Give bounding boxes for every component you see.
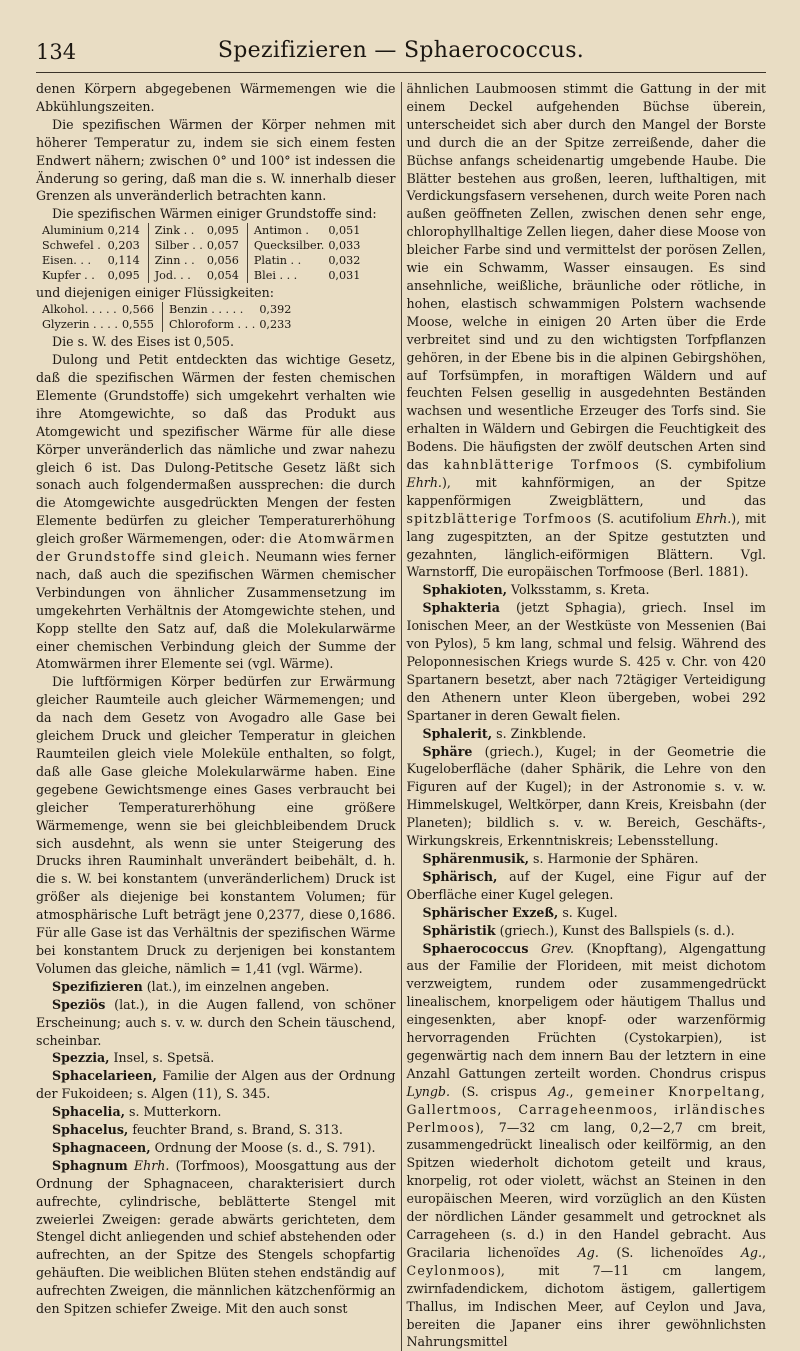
entry-text: (griech.), Kugel; in der Geometrie die Kugeloberfläche (daher Sphärik, die Lehre von den Figuren auf der Kugel); in der Astronomie s. v. w. Himmelskugel, Weltkörper, dann Kreis, Kreisbahn (der Planeten); bildlich s. v. w. Bereich, Geschäfts-, Wirkungskreis, Erkenntniskreis; Lebensstellung. — [407, 744, 767, 849]
entry-sphärenmusik — [407, 850, 767, 868]
table-cell: Platin . . — [247, 253, 328, 268]
entry-sphäristik — [407, 922, 767, 940]
table-cell: 0,566 — [122, 302, 163, 317]
table-cell: Chloroform . . . — [162, 317, 259, 332]
spaced-emphasis: Ceylonmoos — [407, 1263, 497, 1278]
table-cell: Zinn . . — [148, 253, 207, 268]
entry-text: , — [762, 1245, 766, 1260]
table-cell: 0,057 — [207, 238, 248, 253]
author-abbrev: Ag. — [741, 1245, 762, 1260]
author-abbrev: Ehrh. — [696, 511, 731, 526]
table-cell: Aluminium — [42, 223, 108, 238]
paragraph — [407, 80, 767, 581]
text-run: (S. cymbifolium — [640, 457, 766, 472]
entry-text: s. Zinkblende. — [492, 726, 586, 741]
entry-sphalerit — [407, 725, 767, 743]
entry-sphagnaceen — [36, 1139, 396, 1157]
text-run: ), mit kahnförmigen, an der Spitze kappenförmigen Zweigblättern, und das — [407, 475, 767, 508]
table-cell: Eisen. . . — [42, 253, 108, 268]
entry-speziös — [36, 996, 396, 1050]
headword: Sphagnaceen, — [52, 1140, 151, 1155]
text-run: (S. acutifolium — [592, 511, 696, 526]
entry-text: (lat.), in die Augen fallend, von schöner Erscheinung; auch s. v. w. durch den Schein täuschend, scheinbar. — [36, 997, 396, 1048]
headword: Speziös — [52, 997, 105, 1012]
two-column-body — [36, 80, 766, 1351]
table-cell: 0,392 — [259, 302, 295, 317]
text-run: ), mit lang zugespitzten, an der Spitze gestutzten und gezahnten, länglich-eiförmigen Blättern. Vgl. Warnstorff, Die europäischen Torfmoose (Berl. 1881). — [407, 511, 767, 580]
headword: Sphakioten, — [423, 582, 508, 597]
specific-heat-elements-table — [42, 223, 364, 283]
table-cell: 0,214 — [108, 223, 149, 238]
table-cell: 0,095 — [108, 268, 149, 283]
table-cell: 0,054 — [207, 268, 248, 283]
spaced-emphasis: kahnblätterige Torfmoos — [444, 457, 640, 472]
entry-text: (griech.), Kunst des Ballspiels (s. d.). — [496, 923, 735, 938]
table-cell: 0,056 — [207, 253, 248, 268]
header-rule — [36, 72, 766, 73]
text-run: ähnlichen Laubmoosen stimmt die Gattung in der mit einem Deckel aufgehenden Büchse überein, unterscheidet sich aber durch den Mangel der Borste und durch die an der Spitze zerreißende, daher die Büchse anfangs scheidenartig umgebende Haube. Die Blätter bestehen aus großen, leeren, lufthaltigen, mit Verdickungsfasern versehenen, durch weite Poren nach außen geöffneten Zellen, zwischen denen sehr enge, chlorophyllhaltige Zellen liegen, daher diese Moose von bleicher Farbe sind und vermittelst der porösen Zellen, wie ein Schwamm, Wasser einsaugen. Es sind ansehnliche, weißliche, bräunliche oder rötliche, in hohen, elastisch schwammigen Polstern wachsende Moose, welche in einigen 20 Arten über die Erde verbreitet sind und zu den wichtigsten Torfpflanzen gehören, in der Ebene bis in die alpinen Gebirgshöhen, auf Torfsümpfen, in moraftigen Wäldern und auf feuchten Felsen gesellig in ausgedehnten Beständen wachsen und wesentliche Erzeuger des Torfs sind. Sie erhalten in Wäldern und Gebirgen die Feuchtigkeit des Bodens. Die häufigsten der zwölf deutschen Arten sind das — [407, 81, 767, 472]
page-header — [36, 36, 766, 74]
table-cell: Antimon . — [247, 223, 328, 238]
table-cell: 0,032 — [328, 253, 364, 268]
entry-spezifizieren — [36, 978, 396, 996]
entry-text: (S. lichenoïdes — [599, 1245, 741, 1260]
paragraph: Die spezifischen Wärmen einiger Grundstoffe sind: — [36, 205, 396, 223]
entry-text: s. Mutterkorn. — [125, 1104, 221, 1119]
entry-text: Familie der Algen aus der Ordnung der Fukoideen; s. Algen (11), S. 345. — [36, 1068, 396, 1101]
author-abbrev: Grev. — [528, 941, 574, 956]
entry-text: s. Kugel. — [558, 905, 617, 920]
column-divider — [401, 82, 402, 1351]
entry-text: ), mit 7—11 cm langem, zwirnfadendickem, dichotom ästigem, gallertigem Thallus, im Indischen Meer, auf Ceylon und Java, bereiten die Japaner eins ihrer gewöhnlichsten Nahrungsmittel — [407, 1263, 767, 1350]
headword: Sphalerit, — [423, 726, 493, 741]
paragraph: und diejenigen einiger Flüssigkeiten: — [36, 284, 396, 302]
headword: Sphakteria — [423, 600, 500, 615]
table-cell: 0,051 — [328, 223, 364, 238]
left-column — [36, 80, 396, 1351]
entry-text: , — [570, 1084, 586, 1099]
table-cell: Blei . . . — [247, 268, 328, 283]
headword: Sphäristik — [423, 923, 496, 938]
entry-sphacelarieen — [36, 1067, 396, 1103]
table-cell: 0,031 — [328, 268, 364, 283]
author-abbrev: Ag. — [578, 1245, 599, 1260]
entry-text: feuchter Brand, s. Brand, S. 313. — [128, 1122, 343, 1137]
table-cell: Benzin . . . . . — [162, 302, 259, 317]
table-cell: Zink . . — [148, 223, 207, 238]
author-abbrev: Ehrh. — [407, 475, 442, 490]
paragraph: Die s. W. des Eises ist 0,505. — [36, 333, 396, 351]
entry-sphakteria — [407, 599, 767, 724]
entry-text: (Torfmoos), Moosgattung aus der Ordnung der Sphagnaceen, charakterisiert durch aufrechte, cylindrische, beblätterte Stengel mit zweierlei Zweigen: gerade abwärts gerichteten, dem Stengel dicht anliegenden und schief abstehenden oder aufrechten, an der Spitze des Stengels schopfartig gehäuften. Die weiblichen Blüten stehen endständig auf aufrechten Zweigen, die männlichen kätzchenförmig an den Spitzen schiefer Zweige. Mit den auch sonst — [36, 1158, 396, 1316]
entry-spezzia — [36, 1049, 396, 1067]
headword: Sphärenmusik, — [423, 851, 530, 866]
entry-sphacelus — [36, 1121, 396, 1139]
entry-text: s. Harmonie der Sphären. — [529, 851, 699, 866]
table-row — [42, 317, 295, 332]
table-cell: 0,095 — [207, 223, 248, 238]
table-row — [42, 268, 364, 283]
table-row — [42, 302, 295, 317]
entry-sphäre — [407, 743, 767, 850]
entry-text: Insel, s. Spetsä. — [110, 1050, 215, 1065]
table-cell: Alkohol. . . . . — [42, 302, 122, 317]
table-cell: Schwefel . — [42, 238, 108, 253]
right-column — [407, 80, 767, 1351]
entry-text: (lat.), im einzelnen angeben. — [143, 979, 330, 994]
entry-text: ), 7—32 cm lang, 0,2—2,7 cm breit, zusammengedrückt linealisch oder keilförmig, an den Spitzen wiederholt dichotom geteilt und kraus, knorpelig, rot oder violett, wächst an Steinen in den europäischen Meeren, wird vorzüglich an den Küsten der nördlichen Länder gesammelt und getrocknet als Carrageheen (s. d.) in den Handel gebracht. Aus Gracilaria lichenoïdes — [407, 1120, 767, 1260]
table-cell: Silber . . — [148, 238, 207, 253]
table-row — [42, 238, 364, 253]
table-row — [42, 223, 364, 238]
entry-text: (jetzt Sphagia), griech. Insel im Ionischen Meer, an der Westküste von Messenien (Bai von Pylos), 5 km lang, schmal und felsig. Während des Peloponnesischen Kriegs wurde S. 425 v. Chr. von 420 Spartanern besetzt, aber nach 72tägiger Verteidigung den Athenern unter Kleon übergeben, wobei 292 Spartaner in deren Gewalt fielen. — [407, 600, 767, 722]
headword: Sphacelia, — [52, 1104, 125, 1119]
entry-text: auf der Kugel, eine Figur auf der Oberfläche einer Kugel gelegen. — [407, 869, 767, 902]
author-abbrev: Lyngb. — [407, 1084, 451, 1099]
headword: Sphäre — [423, 744, 473, 759]
table-cell: 0,233 — [259, 317, 295, 332]
entry-sphaerococcus — [407, 940, 767, 1351]
headword: Sphärisch, — [423, 869, 498, 884]
headword: Sphärischer Exzeß, — [423, 905, 559, 920]
table-cell: 0,114 — [108, 253, 149, 268]
headword: Spezifizieren — [52, 979, 143, 994]
running-title: Spezifizieren — Sphaerococcus. — [36, 38, 766, 63]
table-cell: Quecksilber. — [247, 238, 328, 253]
spaced-emphasis: die Atomwärmen der Grundstoffe sind gleich. — [36, 531, 395, 564]
headword: Sphagnum — [52, 1158, 128, 1173]
spaced-emphasis: gemeiner Knorpeltang, Gallertmoos, Carrageheenmoos, irländisches Perlmoos — [407, 1084, 767, 1135]
page-number: 134 — [36, 40, 76, 64]
table-cell: 0,203 — [108, 238, 149, 253]
entry-sphakioten — [407, 581, 767, 599]
table-cell: 0,555 — [122, 317, 163, 332]
headword: Sphacelus, — [52, 1122, 128, 1137]
table-cell: Kupfer . . — [42, 268, 108, 283]
paragraph: Die luftförmigen Körper bedürfen zur Erwärmung gleicher Raumteile auch gleicher Wärmemengen; und da nach dem Gesetz von Avogadro alle Gase bei gleichem Druck und gleicher Temperatur in gleichen Raumteilen gleich viele Moleküle enthalten, so folgt, daß alle Gase gleiche Molekularwärme haben. Eine gegebene Gewichtsmenge eines Gases verbraucht bei gleicher Temperaturerhöhung eine größere Wärmemenge, wenn sie bei gleichbleibendem Druck sich ausdehnt, als wenn sie unter Steigerung des Drucks ihren Rauminhalt unverändert beibehält, d. h. die s. W. bei konstantem (unveränderlichem) Druck ist größer als diejenige bei konstantem Volumen; für atmosphärische Luft beträgt jene 0,2377, diese 0,1686. Für alle Gase ist das Verhältnis der spezifischen Wärme bei konstantem Druck zu derjenigen bei konstantem Volumen das gleiche, nämlich = 1,41 (vgl. Wärme). — [36, 673, 396, 977]
table-cell: Glyzerin . . . . — [42, 317, 122, 332]
table-cell: Jod. . . — [148, 268, 207, 283]
paragraph — [36, 351, 396, 673]
paragraph: denen Körpern abgegebenen Wärmemengen wie die Abkühlungszeiten. — [36, 80, 396, 116]
author-abbrev: Ehrh. — [128, 1158, 170, 1173]
headword: Sphacelarieen, — [52, 1068, 157, 1083]
entry-sphagnum — [36, 1157, 396, 1318]
headword: Spezzia, — [52, 1050, 110, 1065]
headword: Sphaerococcus — [423, 941, 529, 956]
entry-sphacelia — [36, 1103, 396, 1121]
specific-heat-liquids-table — [42, 302, 295, 332]
text-run: Dulong und Petit entdeckten das wichtige Gesetz, daß die spezifischen Wärmen der festen chemischen Elemente (Grundstoffe) sich umgekehrt verhalten wie ihre Atomgewichte, so daß das Produkt aus Atomgewicht und spezifischer Wärme für alle diese Körper unveränderlich das nämliche und zwar nahezu gleich 6 ist. Das Dulong-Petitsche Gesetz läßt sich sonach auch folgendermaßen aussprechen: die durch die Atomgewichte ausgedrückten Mengen der festen Elemente bedürfen zu gleicher Temperaturerhöhung gleich großer Wärmemengen, oder: — [36, 352, 396, 546]
author-abbrev: Ag. — [548, 1084, 569, 1099]
entry-sphärischer-exzess — [407, 904, 767, 922]
table-row — [42, 253, 364, 268]
entry-text: (S. crispus — [450, 1084, 548, 1099]
entry-sphärisch — [407, 868, 767, 904]
paragraph: Die spezifischen Wärmen der Körper nehmen mit höherer Temperatur zu, indem sie sich einem festen Endwert nähern; zwischen 0° und 100° ist indessen die Änderung so gering, daß man die s. W. innerhalb dieser Grenzen als unveränderlich betrachten kann. — [36, 116, 396, 206]
text-run: Neumann wies ferner nach, daß auch die spezifischen Wärmen chemischer Verbindungen von ähnlicher Zusammensetzung im umgekehrten Verhältnis der Atomgewichte stehen, und Kopp stellte den Satz auf, daß die Molekularwärme einer chemischen Verbindung gleich der Summe der Atomwärmen ihrer Elemente sei (vgl. Wärme). — [36, 549, 396, 671]
entry-text: Volksstamm, s. Kreta. — [507, 582, 650, 597]
entry-text: Ordnung der Moose (s. d., S. 791). — [151, 1140, 376, 1155]
entry-text: (Knopftang), Algengattung aus der Familie der Florideen, mit meist dichotom verzweigtem, rundem oder zusammengedrückt linealischem, knorpeligem oder häutigem Thallus und eingesenkten, aber knopf- oder warzenförmig hervorragenden Früchten (Cystokarpien), ist gegenwärtig nach dem innern Bau der letztern in eine Anzahl Gattungen zerteilt worden. Chondrus crispus — [407, 941, 767, 1081]
spaced-emphasis: spitzblätterige Torfmoos — [407, 511, 593, 526]
table-cell: 0,033 — [328, 238, 364, 253]
